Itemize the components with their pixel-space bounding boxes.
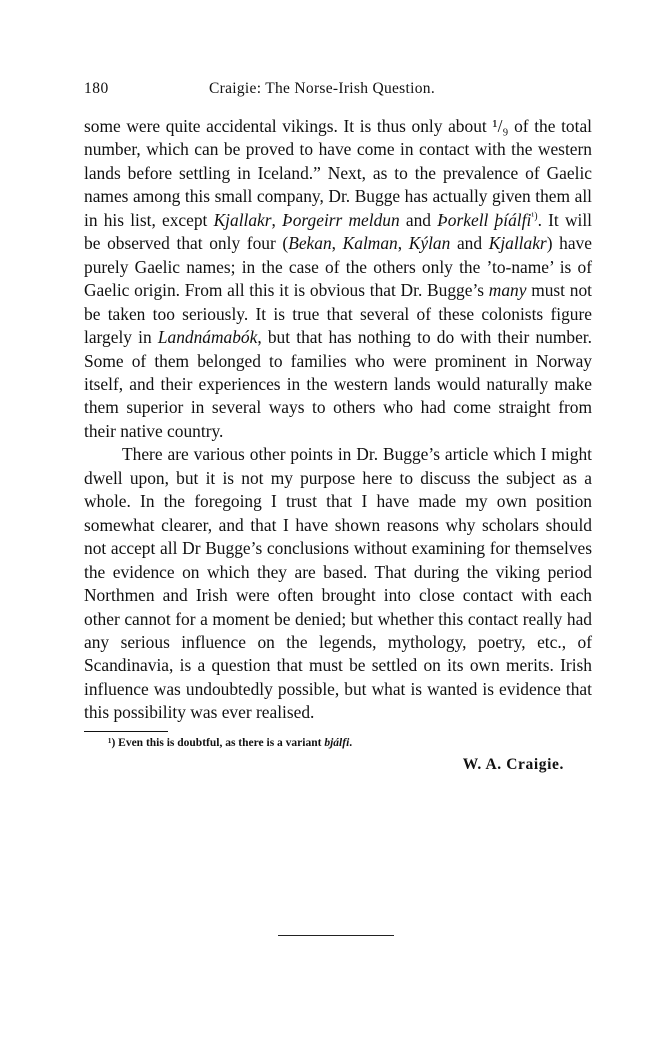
footnote-reference: ¹) xyxy=(531,211,538,223)
author-signature: W. A. Craigie. xyxy=(462,755,564,773)
norse-name: Kjallakr xyxy=(488,233,547,254)
paragraph-2: There are various other points in Dr. Bugge’s article which I might dwell upon, but it is not my purpose here to discuss the subject as a whole. In the foregoing I trust that I have made my own position somewhat clearer, and that I have shown reasons why scholars should not accept all Dr Bugge’s conclusions without examining for themselves the evidence on which they are based. That during the viking period Northmen and Irish were often brought into close contact with each other cannot for a moment be denied; but whether this contact really had any serious influence on the legends, mythology, poetry, etc., of Scandinavia, is a question that must be settled on its own merits. Irish influence was undoubtedly possible, but what is wanted is evidence that this possibility was ever realised. xyxy=(84,444,592,723)
footnote-variant: bjálfi xyxy=(324,736,350,749)
page-number: 180 xyxy=(84,80,109,97)
fraction: ¹/₉ xyxy=(492,116,509,136)
norse-name: Þorgeirr meldun xyxy=(282,209,400,230)
page xyxy=(84,80,592,774)
norse-name: Kjallakr xyxy=(213,209,272,230)
norse-name: Kalman xyxy=(342,233,398,254)
norse-name: Þorkell þíálfi xyxy=(437,209,532,230)
paragraph-1: some were quite accidental vikings. It is thus only about ¹/₉ of the total number, which can be proved to have come in contact with the western lands before settling in Iceland.” Next, as to the prevalence of Gaelic names among this small company, Dr. Bugge has actually given them all in his list, except Kjallakr, Þorgeirr meldun and Þorkell þíálfi$^{^1)}$. It will be observed that only four (Bekan, Kalman, Kýlan and Kjallakr) have purely Gaelic names; in the case of the others only the ’to-name’ is of Gaelic origin. From all this it is obvious that Dr. Bugge’s many must not be taken too seriously. It is true that several of these colonists figure largely in Landnámabók, but that has nothing to do with their number. Some of them belonged to families who were prominent in Norway itself, and their experiences in the western lands would naturally make them superior in several ways to others who had come straight from their native country. xyxy=(84,116,593,441)
article-body xyxy=(84,115,592,725)
book-title: Landnámabók xyxy=(157,327,258,348)
norse-name: Bekan xyxy=(288,233,332,254)
footnote-divider xyxy=(84,731,168,732)
norse-name: Kýlan xyxy=(408,233,451,254)
end-rule xyxy=(278,935,394,936)
running-head: Craigie: The Norse-Irish Question. xyxy=(209,80,436,97)
emphasis-many: many xyxy=(488,280,527,301)
page-header xyxy=(84,80,592,102)
footnote-marker: ¹) xyxy=(108,736,116,749)
footnote: ¹) Even this is doubtful, as there is a variant bjálfi. xyxy=(108,736,353,749)
